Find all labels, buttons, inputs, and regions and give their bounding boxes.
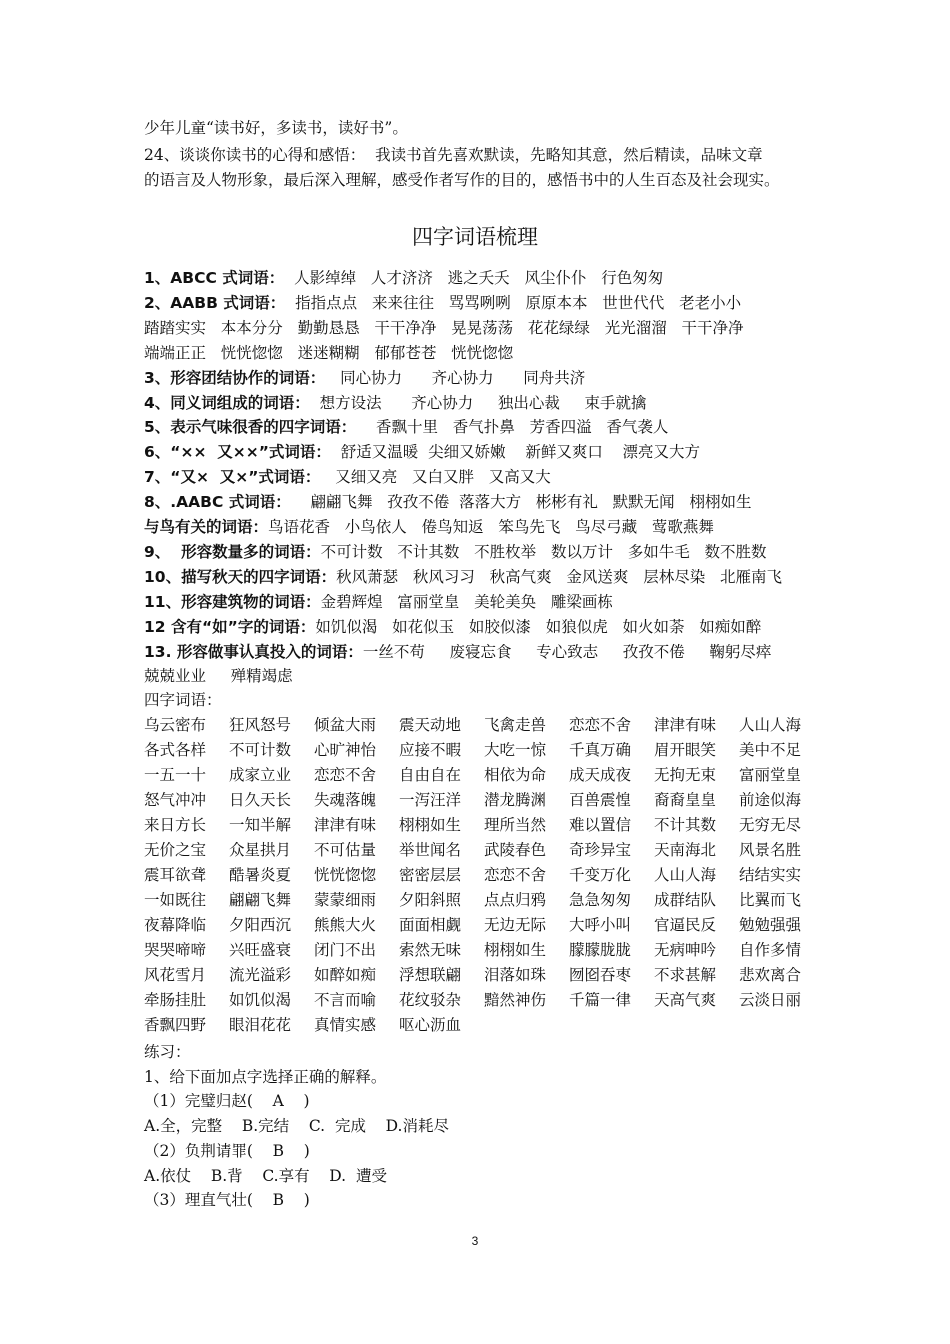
idiom-cell: 恋恋不舍 [314, 766, 377, 784]
section-12-head: 12 含有“如”字的词语： [144, 618, 316, 636]
idiom-row [144, 813, 824, 838]
idiom-cell: 自作多情 [739, 941, 802, 959]
idiom-cell: 比翼而飞 [739, 891, 802, 909]
idiom-cell: 朦朦胧胧 [569, 941, 632, 959]
section-6-head: 6、“×× 又××”式词语： [144, 443, 331, 461]
idiom-cell: 如饥似渴 [229, 991, 292, 1009]
idiom-cell: 悲欢离合 [739, 966, 802, 984]
section-12-body: 如饥似渴 如花似玉 如胶似漆 如狼似虎 如火如荼 如痴如醉 [315, 618, 762, 636]
exercise-q1: 1、给下面加点字选择正确的解释。 [144, 1068, 387, 1086]
idiom-cell: 人山人海 [739, 716, 802, 734]
page-number: 3 [471, 1234, 479, 1248]
idiom-cell: 相依为命 [484, 766, 547, 784]
section-4 [144, 391, 824, 415]
idiom-cell: 风花雪月 [144, 966, 207, 984]
idiom-cell: 不可估量 [314, 841, 377, 859]
idiom-cell: 哭哭啼啼 [144, 941, 207, 959]
section-8 [144, 490, 824, 514]
idiom-cell: 天南海北 [654, 841, 717, 859]
idiom-cell: 震耳欲聋 [144, 866, 207, 884]
section-13-head: 13. 形容做事认真投入的词语： [144, 643, 363, 661]
idiom-cell: 百兽震惶 [569, 791, 632, 809]
idiom-row [144, 838, 824, 863]
idiom-cell: 夜幕降临 [144, 916, 207, 934]
idiom-cell: 酷暑炎夏 [229, 866, 292, 884]
idiom-cell: 呕心沥血 [399, 1016, 462, 1034]
idiom-cell [569, 1013, 654, 1038]
idiom-cell: 如醉如痴 [314, 966, 377, 984]
idiom-cell: 人山人海 [654, 866, 717, 884]
idiom-cell: 眼泪花花 [229, 1016, 292, 1034]
section-8-body: 翩翩飞舞 孜孜不倦 落落大方 彬彬有礼 默默无闻 栩栩如生 [290, 493, 752, 511]
idiom-cell: 索然无味 [399, 941, 462, 959]
idiom-cell: 奇珍异宝 [569, 841, 632, 859]
idiom-cell: 黯然神伤 [484, 991, 547, 1009]
idiom-cell: 无病呻吟 [654, 941, 717, 959]
exercise-q1-1-options: A.全，完整 B.完结 C. 完成 D.消耗尽 [144, 1117, 449, 1135]
idiom-cell: 风景名胜 [739, 841, 802, 859]
section-11-body: 金碧辉煌 富丽堂皇 美轮美奂 雕梁画栋 [320, 593, 613, 611]
section-bird-head: 与鸟有关的词语： [144, 518, 269, 536]
section-13-cont: 兢兢业业 殚精竭虑 [144, 667, 293, 685]
intro-line-3: 的语言及人物形象，最后深入理解，感受作者写作的目的，感悟书中的人生百态及社会现实。 [144, 171, 780, 189]
section-7-head: 7、“又× 又×”式词语： [144, 468, 321, 486]
idiom-cell: 一知半解 [229, 816, 292, 834]
exercise-q1-3: （3）理直气壮( B ) [144, 1191, 310, 1209]
intro-line-2: 24、谈谈你读书的心得和感悟： 我读书首先喜欢默读，先略知其意，然后精读，品味文章 [144, 146, 763, 164]
idiom-cell: 泪落如珠 [484, 966, 547, 984]
section-6 [144, 440, 824, 464]
section-bird-body: 鸟语花香 小鸟依人 倦鸟知返 笨鸟先飞 鸟尽弓藏 莺歌燕舞 [268, 518, 714, 536]
section-1-body: 人影绰绰 人才济济 逃之夭夭 风尘仆仆 行色匆匆 [284, 269, 664, 287]
idiom-cell: 蒙蒙细雨 [314, 891, 377, 909]
idiom-cell: 栩栩如生 [399, 816, 462, 834]
idiom-cell: 恍恍惚惚 [314, 866, 377, 884]
idiom-cell: 应接不暇 [399, 741, 462, 759]
idiom-row [144, 788, 824, 813]
idiom-cell: 夕阳西沉 [229, 916, 292, 934]
section-2-body: 指指点点 来来往往 骂骂咧咧 原原本本 世世代代 老老小小 [285, 294, 742, 312]
section-6-body: 舒适又温暖 尖细又娇嫩 新鲜又爽口 漂亮又大方 [330, 443, 701, 461]
idiom-cell [654, 1013, 739, 1038]
idiom-cell: 栩栩如生 [484, 941, 547, 959]
idiom-cell: 前途似海 [739, 791, 802, 809]
idiom-row [144, 763, 824, 788]
idiom-cell: 震天动地 [399, 716, 462, 734]
section-7 [144, 465, 824, 489]
idiom-cell: 勉勉强强 [739, 916, 802, 934]
section-3-body: 同心协力 齐心协力 同舟共济 [325, 369, 586, 387]
idiom-cell: 一泻汪洋 [399, 791, 462, 809]
idiom-cell: 翩翩飞舞 [229, 891, 292, 909]
section-12 [144, 615, 824, 639]
exercise-q1-2-options: A.依仗 B.背 C.享有 D. 遭受 [144, 1167, 387, 1185]
idiom-row [144, 938, 824, 963]
idiom-row [144, 1013, 824, 1038]
idiom-cell: 武陵春色 [484, 841, 547, 859]
idiom-cell: 急急匆匆 [569, 891, 632, 909]
idiom-cell: 千变万化 [569, 866, 632, 884]
idiom-cell: 结结实实 [739, 866, 802, 884]
section-10-body: 秋风萧瑟 秋风习习 秋高气爽 金风送爽 层林尽染 北雁南飞 [336, 568, 782, 586]
idiom-cell: 恋恋不舍 [569, 716, 632, 734]
idiom-cell: 无边无际 [484, 916, 547, 934]
idiom-cell: 大呼小叫 [569, 916, 632, 934]
section-2-cont-1: 踏踏实实 本本分分 勤勤恳恳 干干净净 晃晃荡荡 花花绿绿 光光溜溜 干干净净 [144, 319, 744, 337]
idiom-cell: 密密层层 [399, 866, 462, 884]
idiom-cell: 成天成夜 [569, 766, 632, 784]
idiom-row [144, 963, 824, 988]
idiom-cell [484, 1013, 569, 1038]
idiom-cell [739, 1013, 824, 1038]
section-11 [144, 590, 824, 614]
section-3-head: 3、形容团结协作的词语： [144, 369, 326, 387]
exercise-q1-2: （2）负荆请罪( B ) [144, 1142, 310, 1160]
idiom-cell: 裔裔皇皇 [654, 791, 717, 809]
idiom-cell: 兴旺盛衰 [229, 941, 292, 959]
idiom-row [144, 913, 824, 938]
idiom-cell: 富丽堂皇 [739, 766, 802, 784]
section-bird [144, 515, 824, 539]
section-13 [144, 640, 824, 664]
idiom-cell: 囫囵吞枣 [569, 966, 632, 984]
section-4-head: 4、同义词组成的词语： [144, 394, 310, 412]
exercise-heading: 练习： [144, 1043, 191, 1061]
idiom-cell: 不言而喻 [314, 991, 377, 1009]
idiom-cell: 不计其数 [654, 816, 717, 834]
idiom-cell: 怒气冲冲 [144, 791, 207, 809]
idiom-row [144, 738, 824, 763]
idiom-cell: 官逼民反 [654, 916, 717, 934]
idiom-cell: 牵肠挂肚 [144, 991, 207, 1009]
idiom-cell: 难以置信 [569, 816, 632, 834]
idiom-row [144, 988, 824, 1013]
page-title: 四字词语梳理 [412, 225, 538, 249]
idiom-cell: 失魂落魄 [314, 791, 377, 809]
idiom-cell: 各式各样 [144, 741, 207, 759]
four-char-heading: 四字词语： [144, 691, 222, 709]
idiom-cell: 不求甚解 [654, 966, 717, 984]
section-7-body: 又细又亮 又白又胖 又高又大 [320, 468, 551, 486]
section-9-body: 不可计数 不计其数 不胜枚举 数以万计 多如牛毛 数不胜数 [320, 543, 767, 561]
idiom-cell: 一五一十 [144, 766, 207, 784]
idiom-cell: 天高气爽 [654, 991, 717, 1009]
section-10-head: 10、描写秋天的四字词语： [144, 568, 337, 586]
section-10 [144, 565, 824, 589]
section-3 [144, 366, 824, 390]
section-2 [144, 291, 824, 315]
idiom-cell: 举世闻名 [399, 841, 462, 859]
idiom-cell: 面面相觑 [399, 916, 462, 934]
section-11-head: 11、形容建筑物的词语： [144, 593, 321, 611]
idiom-cell: 津津有味 [314, 816, 377, 834]
idiom-cell: 闭门不出 [314, 941, 377, 959]
section-9 [144, 540, 824, 564]
idiom-cell: 众星拱月 [229, 841, 292, 859]
idiom-cell: 流光溢彩 [229, 966, 292, 984]
idiom-cell: 津津有味 [654, 716, 717, 734]
idiom-cell: 自由自在 [399, 766, 462, 784]
idiom-cell: 浮想联翩 [399, 966, 462, 984]
idiom-cell: 千真万确 [569, 741, 632, 759]
idiom-row [144, 863, 824, 888]
section-2-head: 2、AABB 式词语： [144, 294, 286, 312]
section-4-body: 想方设法 齐心协力 独出心裁 束手就擒 [309, 394, 647, 412]
idiom-grid [144, 713, 824, 1038]
idiom-row [144, 713, 824, 738]
section-5-body: 香飘十里 香气扑鼻 芳香四溢 香气袭人 [356, 418, 669, 436]
idiom-cell: 无拘无束 [654, 766, 717, 784]
idiom-cell: 潜龙腾渊 [484, 791, 547, 809]
idiom-cell: 来日方长 [144, 816, 207, 834]
idiom-cell: 成家立业 [229, 766, 292, 784]
idiom-cell: 真情实感 [314, 1016, 377, 1034]
idiom-cell: 飞禽走兽 [484, 716, 547, 734]
idiom-cell: 香飘四野 [144, 1016, 207, 1034]
idiom-cell: 千篇一律 [569, 991, 632, 1009]
idiom-cell: 乌云密布 [144, 716, 207, 734]
idiom-row [144, 888, 824, 913]
idiom-cell: 理所当然 [484, 816, 547, 834]
section-8-head: 8、.AABC 式词语： [144, 493, 291, 511]
idiom-cell: 云淡日丽 [739, 991, 802, 1009]
idiom-cell: 不可计数 [229, 741, 292, 759]
section-1 [144, 266, 824, 290]
exercise-q1-1: （1）完璧归赵( A ) [144, 1092, 310, 1110]
idiom-cell: 眉开眼笑 [654, 741, 717, 759]
idiom-cell: 狂风怒号 [229, 716, 292, 734]
idiom-cell: 恋恋不舍 [484, 866, 547, 884]
idiom-cell: 花纹驳杂 [399, 991, 462, 1009]
intro-line-1: 少年儿童“读书好，多读书，读好书”。 [144, 119, 408, 137]
idiom-cell: 无穷无尽 [739, 816, 802, 834]
idiom-cell: 熊熊大火 [314, 916, 377, 934]
section-5 [144, 415, 824, 439]
idiom-cell: 美中不足 [739, 741, 802, 759]
idiom-cell: 大吃一惊 [484, 741, 547, 759]
idiom-cell: 成群结队 [654, 891, 717, 909]
idiom-cell: 日久天长 [229, 791, 292, 809]
idiom-cell: 点点归鸦 [484, 891, 547, 909]
idiom-cell: 夕阳斜照 [399, 891, 462, 909]
idiom-cell: 一如既往 [144, 891, 207, 909]
idiom-cell: 心旷神怡 [314, 741, 377, 759]
idiom-cell: 倾盆大雨 [314, 716, 377, 734]
section-13-body: 一丝不苟 废寝忘食 专心致志 孜孜不倦 鞠躬尽瘁 [362, 643, 772, 661]
section-1-head: 1、ABCC 式词语： [144, 269, 285, 287]
section-2-cont-2: 端端正正 恍恍惚惚 迷迷糊糊 郁郁苍苍 恍恍惚惚 [144, 344, 514, 362]
idiom-cell: 无价之宝 [144, 841, 207, 859]
section-9-head: 9、 形容数量多的词语： [144, 543, 321, 561]
section-5-head: 5、表示气味很香的四字词语： [144, 418, 357, 436]
